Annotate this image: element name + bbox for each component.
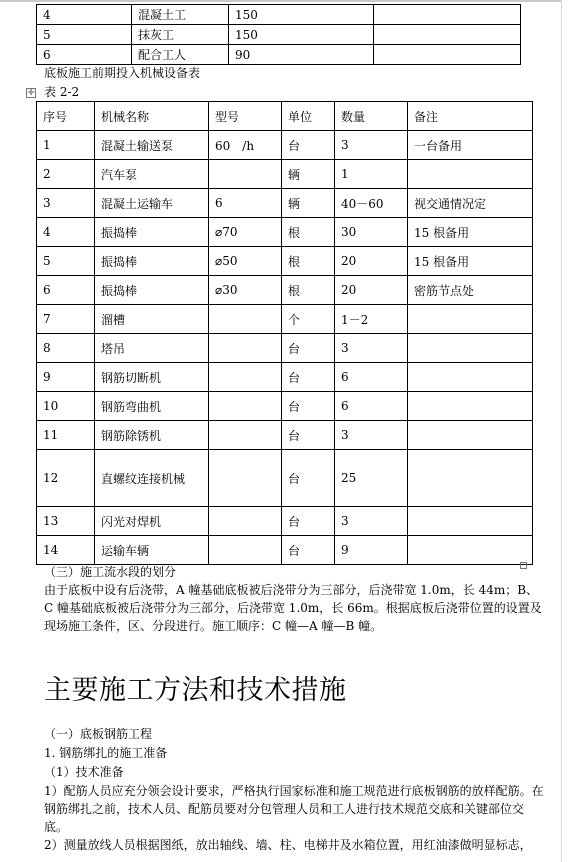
- table-cell: 混凝土运输车: [95, 189, 209, 218]
- table-cell: [209, 450, 282, 507]
- table-number: 表 2-2: [44, 85, 80, 99]
- table-cell: 30: [335, 218, 408, 247]
- table-resize-handle[interactable]: [520, 562, 527, 569]
- table-cell: 闪光对焊机: [95, 507, 209, 536]
- table-row: [37, 305, 533, 334]
- table-cell: 6: [335, 392, 408, 421]
- table-cell: 15 根备用: [408, 247, 533, 276]
- table-cell: 振捣棒: [95, 276, 209, 305]
- table-cell: 3: [335, 131, 408, 160]
- subsection-title: 1. 钢筋绑扎的施工准备: [44, 746, 168, 760]
- table-row: [37, 5, 521, 25]
- table-cell: 混凝土输送泵: [95, 131, 209, 160]
- table-row: [37, 160, 533, 189]
- table-cell: [408, 536, 533, 565]
- table-cell: 6: [37, 45, 132, 65]
- table-cell: 1: [37, 131, 95, 160]
- table-row: [37, 276, 533, 305]
- table-cell: 150: [229, 25, 374, 45]
- header-cell: 单位: [282, 102, 335, 131]
- table-cell: 个: [282, 305, 335, 334]
- table-cell: [408, 334, 533, 363]
- table-cell: 一台备用: [408, 131, 533, 160]
- table-cell: 3: [335, 334, 408, 363]
- table-row: [37, 363, 533, 392]
- table-cell: [408, 160, 533, 189]
- table-cell: 1: [335, 160, 408, 189]
- table-row: [37, 218, 533, 247]
- table-cell: 6: [37, 276, 95, 305]
- table-cell: [374, 5, 521, 25]
- table-cell: 3: [335, 421, 408, 450]
- section-body-flow: 由于底板中设有后浇带，A 幢基础底板被后浇带分为三部分，后浇带宽 1.0m，长 44m；B、C 幢基础底板被后浇带分为三部分，后浇带宽 1.0m，长 66m。根据底板后浇带位置的设置及现场施工条件，区、分段进行。施工顺序：C 幢—A 幢—B 幢。: [44, 583, 542, 633]
- table-cell: [408, 450, 533, 507]
- table-cell: ⌀70: [209, 218, 282, 247]
- table-cell: 台: [282, 450, 335, 507]
- table-row: [37, 189, 533, 218]
- table-cell: 5: [37, 247, 95, 276]
- table-cell: [408, 363, 533, 392]
- table-cell: [209, 334, 282, 363]
- table-cell: ⌀50: [209, 247, 282, 276]
- table-cell: 3: [335, 507, 408, 536]
- table-row: [37, 536, 533, 565]
- table-cell: 台: [282, 392, 335, 421]
- table-cell: 3: [37, 189, 95, 218]
- table-row: [37, 131, 533, 160]
- table-cell: 4: [37, 5, 132, 25]
- section-title-flow: （三）施工流水段的划分: [44, 565, 177, 579]
- table-cell: 11: [37, 421, 95, 450]
- table-cell: 配合工人: [132, 45, 229, 65]
- table-cell: 90: [229, 45, 374, 65]
- table-cell: 台: [282, 131, 335, 160]
- table-cell: [209, 507, 282, 536]
- move-cross-icon[interactable]: ✛: [27, 88, 35, 97]
- table-cell: 抹灰工: [132, 25, 229, 45]
- table-cell: 14: [37, 536, 95, 565]
- table-cell: 钢筋除锈机: [95, 421, 209, 450]
- table-cell: 20: [335, 247, 408, 276]
- table-cell: [209, 363, 282, 392]
- table-cell: [209, 160, 282, 189]
- table-cell: 150: [229, 5, 374, 25]
- body-paragraph: 2）测量放线人员根据图纸，放出轴线、墙、柱、电梯井及水箱位置，用红油漆做明显标志，: [44, 838, 532, 852]
- table-cell: 台: [282, 507, 335, 536]
- table-cell: [374, 45, 521, 65]
- subsection-title: （1）技术准备: [44, 765, 124, 779]
- header-cell: 机械名称: [95, 102, 209, 131]
- table-cell: 台: [282, 363, 335, 392]
- table-cell: 混凝土工: [132, 5, 229, 25]
- table-cell: [408, 507, 533, 536]
- table-cell: 20: [335, 276, 408, 305]
- table-cell: ⌀30: [209, 276, 282, 305]
- table-row: [37, 45, 521, 65]
- subsection-title: （一）底板钢筋工程: [44, 727, 153, 741]
- table-cell: 5: [37, 25, 132, 45]
- table-cell: 60 /h: [209, 131, 282, 160]
- table-row: [37, 334, 533, 363]
- table-cell: 12: [37, 450, 95, 507]
- table-cell: 台: [282, 421, 335, 450]
- table-row: [37, 392, 533, 421]
- page-right-border: [561, 0, 562, 862]
- table-header-row: [37, 102, 533, 131]
- header-cell: 数量: [335, 102, 408, 131]
- table-cell: 9: [37, 363, 95, 392]
- table-cell: 视交通情况定: [408, 189, 533, 218]
- table-cell: 6: [335, 363, 408, 392]
- table-cell: 塔吊: [95, 334, 209, 363]
- table-cell: 10: [37, 392, 95, 421]
- table-cell: 9: [335, 536, 408, 565]
- table-cell: [408, 392, 533, 421]
- table-cell: [408, 305, 533, 334]
- table-cell: 汽车泵: [95, 160, 209, 189]
- table-cell: 振捣棒: [95, 218, 209, 247]
- table-cell: [209, 305, 282, 334]
- table-cell: 钢筋弯曲机: [95, 392, 209, 421]
- table-cell: 辆: [282, 160, 335, 189]
- table-cell: 15 根备用: [408, 218, 533, 247]
- main-heading: 主要施工方法和技术措施: [44, 675, 347, 706]
- equipment-table-title: 底板施工前期投入机械设备表: [44, 66, 201, 80]
- table-cell: 溜槽: [95, 305, 209, 334]
- table-cell: [209, 392, 282, 421]
- table-cell: 2: [37, 160, 95, 189]
- table-cell: 根: [282, 276, 335, 305]
- table-cell: 7: [37, 305, 95, 334]
- table-cell: 台: [282, 334, 335, 363]
- table-cell: [209, 536, 282, 565]
- table-cell: 振捣棒: [95, 247, 209, 276]
- table-cell: 根: [282, 218, 335, 247]
- table-row: [37, 25, 521, 45]
- table-cell: 8: [37, 334, 95, 363]
- table-cell: 台: [282, 536, 335, 565]
- table-cell: 辆: [282, 189, 335, 218]
- table-row: [37, 247, 533, 276]
- page-top-border: [0, 0, 562, 2]
- table-cell: 钢筋切断机: [95, 363, 209, 392]
- header-cell: 备注: [408, 102, 533, 131]
- table-cell: 根: [282, 247, 335, 276]
- table-row: [37, 421, 533, 450]
- table-row: [37, 450, 533, 507]
- table-cell: 直螺纹连接机械: [95, 450, 209, 507]
- table-cell: 1－2: [335, 305, 408, 334]
- table-cell: [374, 25, 521, 45]
- table-cell: [209, 421, 282, 450]
- table-row: [37, 507, 533, 536]
- header-cell: 型号: [209, 102, 282, 131]
- equipment-table: [36, 101, 533, 565]
- table-cell: 40－60: [335, 189, 408, 218]
- table-cell: 密筋节点处: [408, 276, 533, 305]
- table-cell: 6: [209, 189, 282, 218]
- table-cell: 运输车辆: [95, 536, 209, 565]
- table-cell: [408, 421, 533, 450]
- header-cell: 序号: [37, 102, 95, 131]
- labor-table-fragment: [36, 4, 521, 65]
- body-paragraph: 1）配筋人员应充分领会设计要求，严格执行国家标准和施工规范进行底板钢筋的放样配筋。在钢筋绑扎之前，技术人员、配筋员要对分包管理人员和工人进行技术规范交底和关键部位交底。: [44, 784, 544, 834]
- table-cell: 25: [335, 450, 408, 507]
- table-cell: 4: [37, 218, 95, 247]
- table-cell: 13: [37, 507, 95, 536]
